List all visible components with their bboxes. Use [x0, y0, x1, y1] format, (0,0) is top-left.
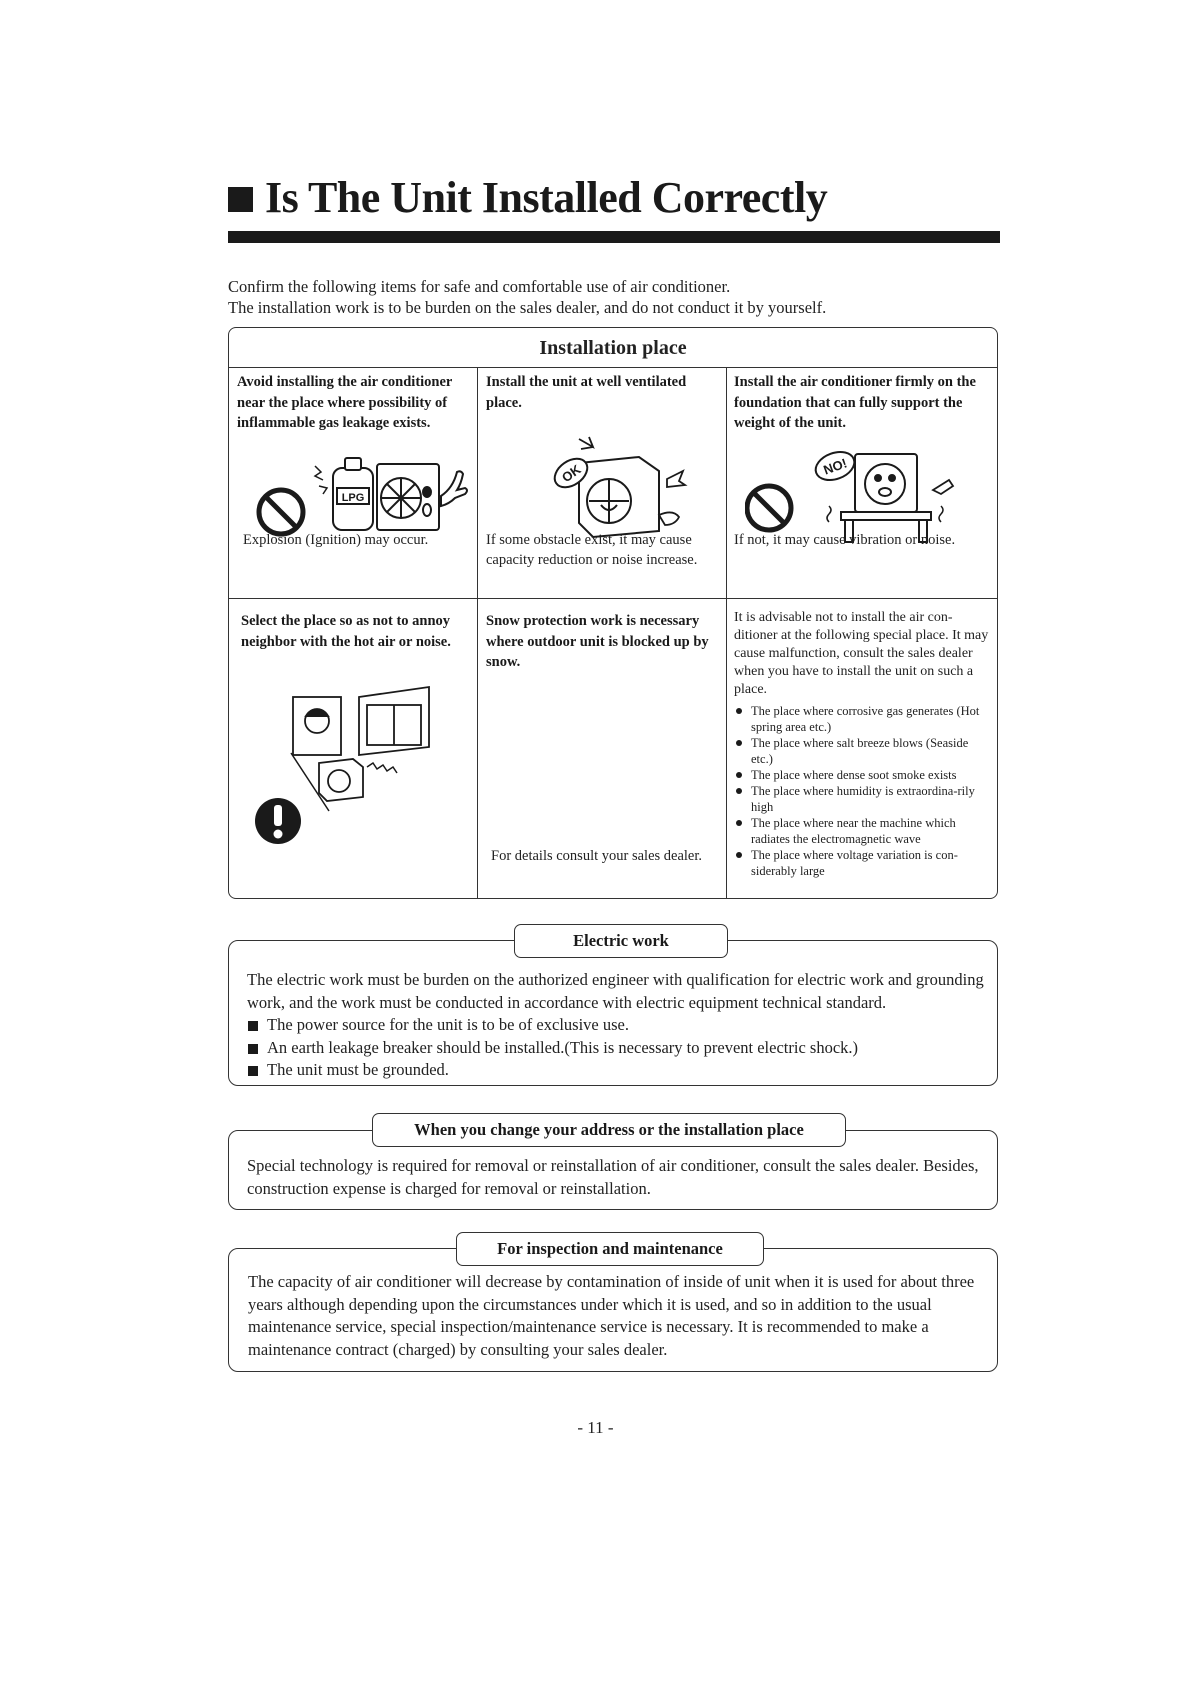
electric-work-body: [247, 969, 987, 1082]
cell-note: Explosion (Ignition) may occur.: [243, 532, 429, 548]
no-label: NO!: [821, 455, 849, 478]
electric-work-text: The electric work must be burden on the authorized engineer with qualification for electric work and grounding work, and the work must be conducted in accordance with electric equipment technical standard.: [247, 970, 984, 1012]
prohibited-icon: [259, 490, 303, 534]
title-text: Is The Unit Installed Correctly: [265, 173, 828, 222]
noise-mark: [367, 763, 397, 773]
building-window: [359, 687, 429, 755]
airflow-arrow-icon: [579, 437, 593, 449]
list-item: The place where humidity is extraordina-rily high: [734, 783, 992, 815]
list-item: The place where corrosive gas generates (Hot spring area etc.): [734, 703, 992, 735]
vibration-mark: [939, 506, 943, 522]
intro-line-1: Confirm the following items for safe and comfortable use of air conditioner.: [228, 277, 731, 296]
cell-title: Select the place so as not to annoy neighbor with the hot air or noise.: [241, 613, 451, 650]
lpg-label: LPG: [341, 492, 365, 504]
list-item: The place where dense soot smoke exists: [734, 767, 992, 783]
ok-label: OK: [558, 461, 584, 486]
outdoor-unit-icon: [855, 454, 917, 512]
inspection-section: [228, 1248, 998, 1372]
electric-work-section: [228, 940, 998, 1086]
table-divider: [477, 368, 478, 898]
neighbor-window: [293, 697, 341, 755]
waving-hand-icon: [441, 471, 467, 506]
electric-work-list: [247, 1014, 987, 1082]
title-underline: [228, 231, 1000, 243]
airflow-arrow-icon: [667, 471, 685, 487]
list-item: An earth leakage breaker should be installed.(This is necessary to prevent electric shock.): [247, 1037, 987, 1060]
cell-ventilation: [486, 372, 720, 413]
cell-gas-leakage: [237, 372, 473, 434]
page-title: [228, 172, 827, 223]
special-places-text: It is advisable not to install the air con-ditioner at the following special place. It may cause malfunction, consult the sales dealer when you have to install the unit on such a place.: [734, 610, 989, 697]
hand-icon: [659, 512, 679, 525]
list-item: The place where voltage variation is con-siderably large: [734, 847, 992, 879]
vibration-mark: [827, 506, 831, 522]
electric-work-label: Electric work: [514, 924, 728, 958]
special-places-list: [734, 703, 992, 879]
cell-note: If not, it may cause vibration or noise.: [734, 532, 956, 548]
page-number: - 11 -: [577, 1418, 614, 1437]
list-item: The place where salt breeze blows (Seaside etc.): [734, 735, 992, 767]
installation-place-header: Installation place: [229, 328, 997, 368]
spark-icon: [319, 486, 327, 494]
list-item: The power source for the unit is to be of exclusive use.: [247, 1014, 987, 1037]
hand-icon: [933, 480, 953, 494]
intro-text: [228, 276, 826, 318]
prohibited-icon: [747, 486, 791, 530]
cell-title: Install the unit at well ventilated place.: [486, 374, 687, 411]
cell-special-places: [734, 609, 992, 879]
caution-icon: [253, 796, 303, 846]
cell-neighbor: [241, 611, 473, 652]
cell-snow-protection: [486, 611, 722, 673]
cell-title: Snow protection work is necessary where outdoor unit is blocked up by snow.: [486, 613, 709, 670]
cell-title: Avoid installing the air conditioner near the place where possibility of inflammable gas leakage exists.: [237, 374, 453, 431]
inspection-label: For inspection and maintenance: [456, 1232, 764, 1266]
address-change-label: When you change your address or the installation place: [372, 1113, 846, 1147]
title-square-icon: [228, 187, 253, 212]
list-item: The unit must be grounded.: [247, 1059, 987, 1082]
outdoor-unit-icon: [319, 759, 363, 801]
ventilation-illustration: [549, 433, 699, 543]
cell-note: For details consult your sales dealer.: [491, 848, 703, 864]
table-divider: [726, 368, 727, 898]
inspection-text: The capacity of air conditioner will decrease by contamination of inside of unit when it is used for about three years although depending upon the circumstances under which it is used, and so in addition to the usual maintenance service, special inspection/maintenance service is necessary. It is recommended to make a maintenance contract (charged) by consulting your sales dealer.: [248, 1272, 975, 1359]
intro-line-2: The installation work is to be burden on the sales dealer, and do not conduct it by yourself.: [228, 298, 827, 317]
installation-place-table: [228, 327, 998, 899]
cell-foundation: [734, 372, 992, 434]
outdoor-unit-icon: [579, 457, 659, 537]
spark-icon: [315, 466, 323, 480]
neighbor-illustration: [289, 683, 469, 813]
no-badge: [812, 447, 858, 485]
cell-note: If some obstacle exist, it may cause capacity reduction or noise increase.: [486, 532, 698, 568]
list-item: The place where near the machine which radiates the electromagnetic wave: [734, 815, 992, 847]
outdoor-unit-icon: [377, 464, 439, 530]
address-change-text: Special technology is required for removal or reinstallation of air conditioner, consult the sales dealer. Besides, construction expense is charged for removal or reinstallation.: [247, 1156, 979, 1198]
table-divider: [229, 598, 997, 599]
cell-title: Install the air conditioner firmly on the foundation that can fully support the weight of the unit.: [734, 374, 976, 431]
